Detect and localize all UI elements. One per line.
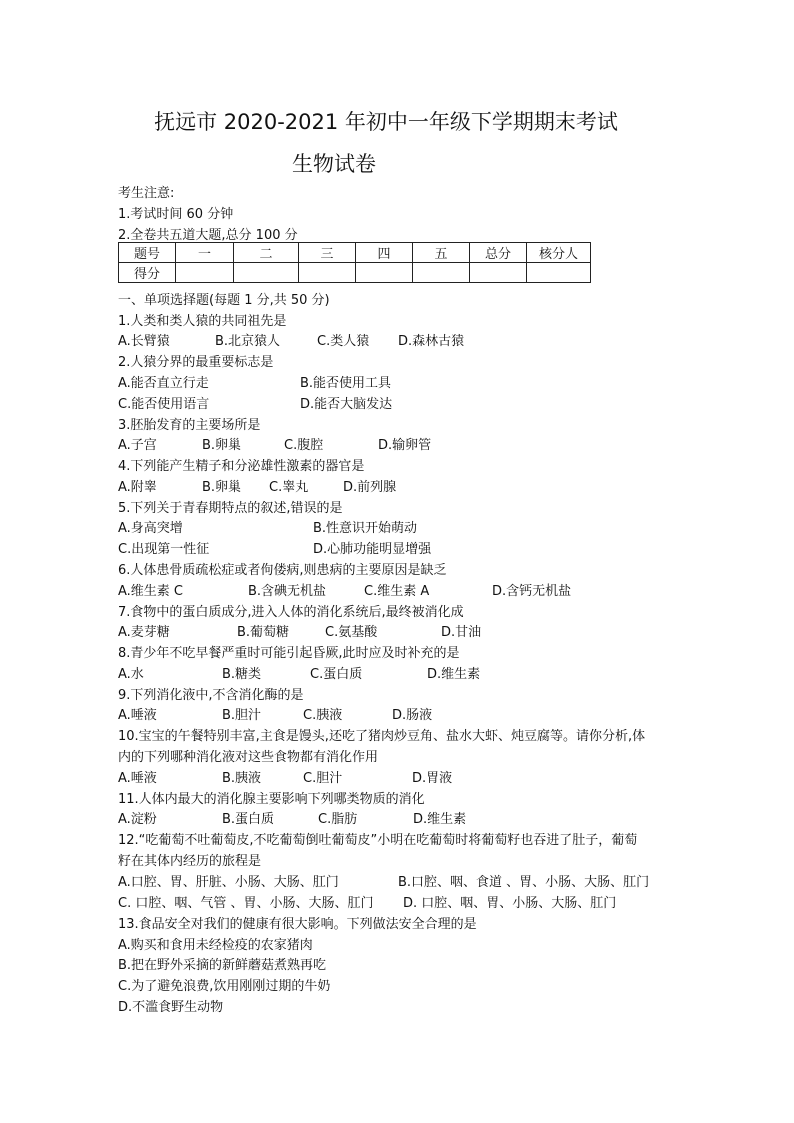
score-input-cell[interactable]: [413, 263, 470, 283]
option: B.把在野外采摘的新鲜蘑菇煮熟再吃: [118, 958, 327, 973]
option: B.性意识开始萌动: [313, 521, 418, 536]
score-table-header-row: [119, 243, 591, 263]
score-table-cell: 得分: [119, 263, 176, 283]
option: B.胰液: [222, 771, 262, 786]
exam-subtitle: 生物试卷: [292, 152, 376, 176]
option: A.麦芽糖: [118, 625, 170, 640]
option: C.维生素 A: [364, 584, 430, 599]
score-input-cell[interactable]: [356, 263, 413, 283]
option: C.类人猿: [317, 334, 370, 349]
question-stem: 9.下列消化液中,不含消化酶的是: [118, 688, 304, 703]
option: B.蛋白质: [222, 812, 275, 827]
option: D.森林古猿: [398, 334, 465, 349]
score-table-cell: 题号: [119, 243, 176, 263]
question-stem: 2.人猿分界的最重要标志是: [118, 355, 274, 370]
option: B.口腔、咽、食道 、胃、小肠、大肠、肛门: [398, 875, 650, 890]
question-stem: 8.青少年不吃早餐严重时可能引起昏厥,此时应及时补充的是: [118, 646, 460, 661]
option: B.糖类: [222, 667, 262, 682]
score-input-cell[interactable]: [176, 263, 234, 283]
option: B.北京猿人: [215, 334, 281, 349]
option: C.脂肪: [318, 812, 358, 827]
option: A.唾液: [118, 708, 157, 723]
option: D.前列腺: [343, 480, 397, 495]
option: C.胆汁: [303, 771, 343, 786]
question-stem: 5.下列关于青春期特点的叙述,错误的是: [118, 501, 343, 516]
option: C.腹腔: [284, 438, 324, 453]
question-stem: 11.人体内最大的消化腺主要影响下列哪类物质的消化: [118, 792, 425, 807]
option: B.葡萄糖: [237, 625, 290, 640]
question-stem: 10.宝宝的午餐特别丰富,主食是馒头,还吃了猪肉炒豆角、盐水大虾、炖豆腐等。请你分析,体: [118, 729, 646, 744]
option: D.含钙无机盐: [492, 584, 572, 599]
option: A.长臂猿: [118, 334, 170, 349]
exam-title: 抚远市 2020-2021 年初中一年级下学期期末考试: [154, 110, 618, 134]
option: C.蛋白质: [310, 667, 363, 682]
score-table-cell: 总分: [470, 243, 527, 263]
option: B.胆汁: [222, 708, 262, 723]
option: A.口腔、胃、肝脏、小肠、大肠、肛门: [118, 875, 339, 890]
option: C.能否使用语言: [118, 397, 210, 412]
score-table-cell: 四: [356, 243, 413, 263]
score-table-score-row: [119, 263, 591, 283]
option: D.维生素: [427, 667, 481, 682]
option: C.胰液: [303, 708, 343, 723]
option: D.胃液: [412, 771, 453, 786]
option: C.为了避免浪费,饮用刚刚过期的牛奶: [118, 979, 331, 994]
option: A.子宫: [118, 438, 157, 453]
option: C.氨基酸: [325, 625, 378, 640]
question-stem: 4.下列能产生精子和分泌雄性激素的器官是: [118, 459, 365, 474]
option: B.卵巢: [202, 480, 242, 495]
option: D.肠液: [392, 708, 433, 723]
option: A.唾液: [118, 771, 157, 786]
score-input-cell[interactable]: [234, 263, 299, 283]
score-table-cell: 五: [413, 243, 470, 263]
option: A.附睾: [118, 480, 157, 495]
score-table-cell: 三: [299, 243, 356, 263]
option: A.水: [118, 667, 144, 682]
score-input-cell[interactable]: [527, 263, 591, 283]
score-table-cell: 一: [176, 243, 234, 263]
option: D. 口腔、咽、胃、小肠、大肠、肛门: [403, 896, 617, 911]
option: D.心肺功能明显增强: [313, 542, 432, 557]
option: D.不滥食野生动物: [118, 1000, 224, 1015]
option: A.身高突增: [118, 521, 183, 536]
question-stem: 12.“吃葡萄不吐葡萄皮,不吃葡萄倒吐葡萄皮”小明在吃葡萄时将葡萄籽也吞进了肚子，葡萄: [118, 833, 638, 848]
option: B.含碘无机盐: [248, 584, 327, 599]
option: C.出现第一性征: [118, 542, 210, 557]
score-table-cell: 核分人: [527, 243, 591, 263]
option: D.输卵管: [378, 438, 432, 453]
question-stem: 1.人类和类人猿的共同祖先是: [118, 314, 287, 329]
question-stem: 7.食物中的蛋白质成分,进入人体的消化系统后,最终被消化成: [118, 605, 464, 620]
score-table-cell: 二: [234, 243, 299, 263]
notice-item: 2.全卷共五道大题,总分 100 分: [118, 228, 298, 243]
option: D.甘油: [441, 625, 482, 640]
score-table: [118, 242, 591, 283]
option: A.维生素 C: [118, 584, 184, 599]
score-input-cell[interactable]: [299, 263, 356, 283]
question-stem: 内的下列哪种消化液对这些食物都有消化作用: [118, 750, 379, 765]
option: A.淀粉: [118, 812, 157, 827]
notice-heading: 考生注意:: [118, 186, 175, 201]
question-stem: 3.胚胎发育的主要场所是: [118, 418, 261, 433]
question-stem: 6.人体患骨质疏松症或者佝偻病,则患病的主要原因是缺乏: [118, 563, 447, 578]
option: B.卵巢: [202, 438, 242, 453]
question-stem: 13.食品安全对我们的健康有很大影响。下列做法安全合理的是: [118, 917, 477, 932]
option: D.维生素: [413, 812, 467, 827]
option: B.能否使用工具: [300, 376, 392, 391]
option: A.购买和食用未经检疫的农家猪肉: [118, 938, 313, 953]
option: D.能否大脑发达: [300, 397, 393, 412]
option: C.睾丸: [269, 480, 309, 495]
notice-item: 1.考试时间 60 分钟: [118, 207, 234, 222]
option: A.能否直立行走: [118, 376, 209, 391]
score-input-cell[interactable]: [470, 263, 527, 283]
option: C. 口腔、咽、气管 、胃、小肠、大肠、肛门: [118, 896, 374, 911]
question-stem: 籽在其体内经历的旅程是: [118, 854, 262, 869]
section-heading: 一、单项选择题(每题 1 分,共 50 分): [118, 293, 330, 308]
